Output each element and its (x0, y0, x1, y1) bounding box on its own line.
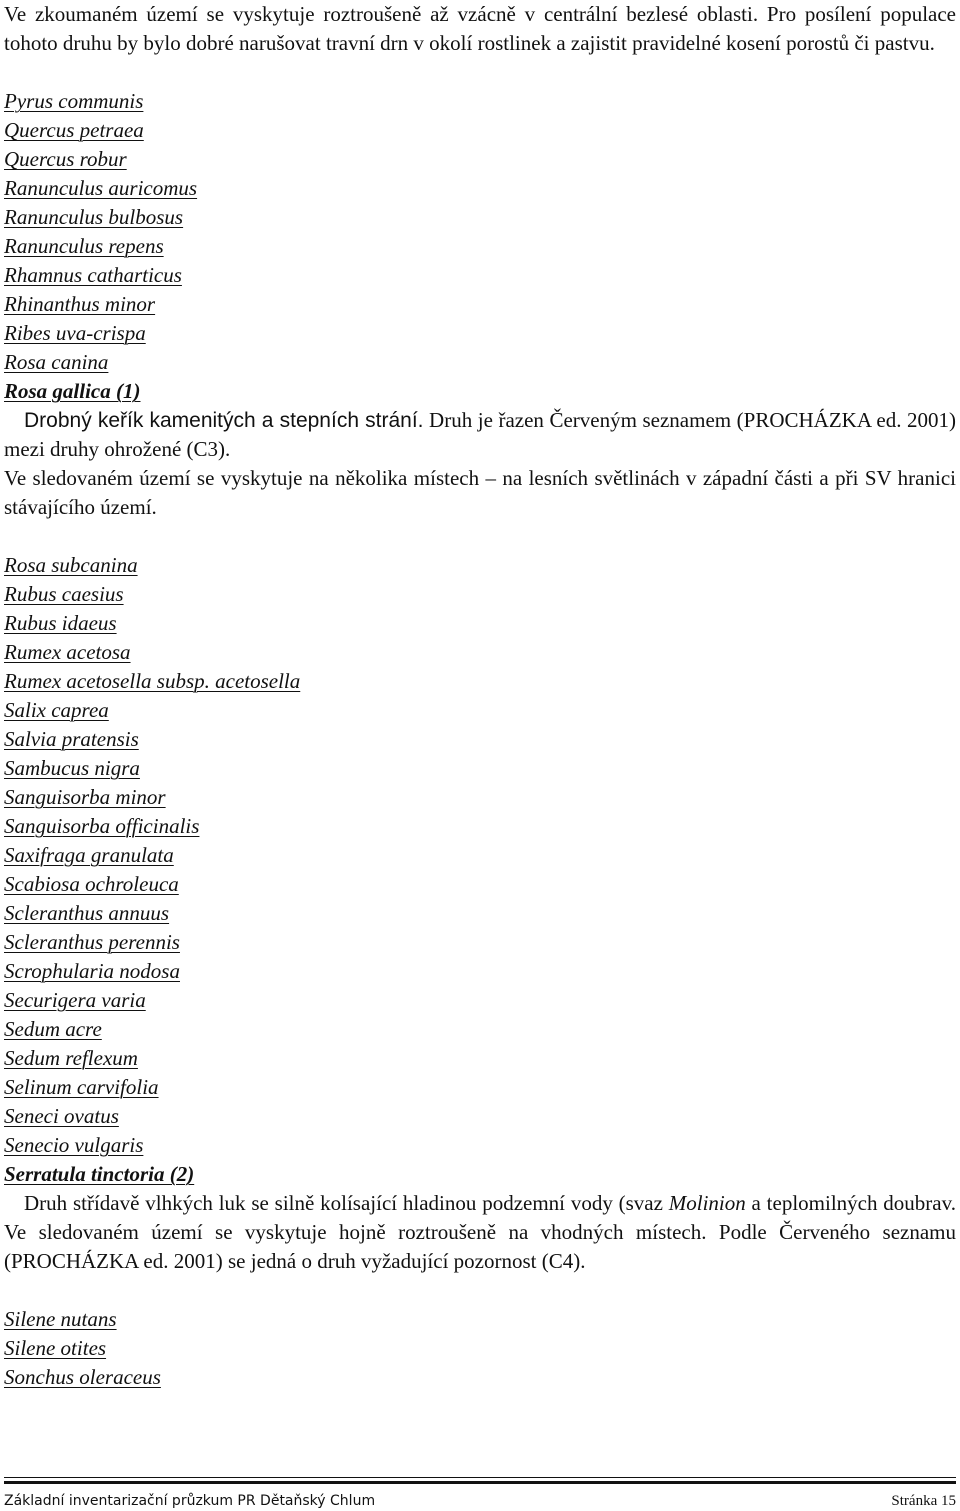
species-link[interactable]: Silene otites (4, 1336, 107, 1360)
species-link-highlighted[interactable]: Serratula tinctoria (2) (4, 1162, 195, 1186)
species-link[interactable]: Quercus petraea (4, 118, 144, 142)
rosa-gallica-desc-1: Drobný keřík kamenitých a stepních strání. (24, 409, 424, 432)
species-link[interactable]: Sedum acre (4, 1017, 102, 1041)
rosa-gallica-occurrence: Ve sledovaném území se vyskytuje na několika místech – na lesních světlinách v západní části a při SV hranici stávajícího území. (4, 466, 956, 519)
species-link[interactable]: Salvia pratensis (4, 727, 139, 751)
species-list-3 (4, 1305, 956, 1392)
species-link[interactable]: Saxifraga granulata (4, 843, 174, 867)
species-link[interactable]: Sambucus nigra (4, 756, 140, 780)
species-link[interactable]: Rosa subcanina (4, 553, 138, 577)
species-link-highlighted[interactable]: Rosa gallica (1) (4, 379, 141, 403)
rosa-gallica-description (4, 406, 956, 464)
species-link[interactable]: Ranunculus bulbosus (4, 205, 184, 229)
species-list-1 (4, 87, 956, 406)
serratula-description (4, 1189, 956, 1276)
footer-rule-thick (4, 1481, 956, 1484)
species-link[interactable]: Ranunculus auricomus (4, 176, 198, 200)
species-link[interactable]: Ranunculus repens (4, 234, 164, 258)
rosa-gallica-desc-2: Druh je řazen Červeným seznamem (PROCHÁZKA ed. 2001) mezi druhy ohrožené (C3). (4, 408, 956, 461)
species-list-2 (4, 551, 956, 1189)
species-link[interactable]: Scrophularia nodosa (4, 959, 180, 983)
spacer (4, 1276, 956, 1305)
species-link[interactable]: Rubus caesius (4, 582, 124, 606)
serratula-desc-italic: Molinion (668, 1191, 746, 1215)
species-link[interactable]: Sedum reflexum (4, 1046, 138, 1070)
species-link[interactable]: Quercus robur (4, 147, 127, 171)
species-link[interactable]: Rosa canina (4, 350, 109, 374)
species-link[interactable]: Sonchus oleraceus (4, 1365, 161, 1389)
species-link[interactable]: Ribes uva-crispa (4, 321, 146, 345)
serratula-desc-after: a teplomilných doubrav. Ve sledovaném území se vyskytuje hojně roztroušeně na vhodných místech. Podle Červeného seznamu (PROCHÁZKA ed. 2001) se jedná o druh vyžadující pozornost (C4). (4, 1191, 957, 1273)
species-link[interactable]: Scleranthus annuus (4, 901, 170, 925)
species-link[interactable]: Pyrus communis (4, 89, 144, 113)
species-link[interactable]: Rumex acetosa (4, 640, 131, 664)
species-link[interactable]: Rumex acetosella subsp. acetosella (4, 669, 301, 693)
species-link[interactable]: Rhamnus catharticus (4, 263, 182, 287)
species-link[interactable]: Silene nutans (4, 1307, 117, 1331)
species-link[interactable]: Scabiosa ochroleuca (4, 872, 179, 896)
footer-document-title: Základní inventarizační průzkum PR Dětaňský Chlum (4, 1493, 376, 1509)
spacer (4, 522, 956, 551)
document-page (4, 0, 956, 1392)
intro-paragraph: Ve zkoumaném území se vyskytuje roztroušeně až vzácně v centrální bezlesé oblasti. Pro posílení populace tohoto druhu by bylo dobré narušovat travní drn v okolí rostlinek a zajistit pravidelné kosení porostů či pastvu. (4, 2, 956, 55)
species-link[interactable]: Selinum carvifolia (4, 1075, 159, 1099)
species-link[interactable]: Sanguisorba minor (4, 785, 166, 809)
footer-rule-thin (4, 1477, 956, 1478)
species-link[interactable]: Scleranthus perennis (4, 930, 180, 954)
species-link[interactable]: Sanguisorba officinalis (4, 814, 200, 838)
page-footer (4, 1492, 956, 1510)
species-link[interactable]: Salix caprea (4, 698, 109, 722)
species-link[interactable]: Seneci ovatus (4, 1104, 119, 1128)
species-link[interactable]: Rubus idaeus (4, 611, 117, 635)
species-link[interactable]: Senecio vulgaris (4, 1133, 144, 1157)
serratula-desc-before: Druh střídavě vlhkých luk se silně kolísající hladinou podzemní vody (svaz (24, 1191, 669, 1215)
footer-page-number: Stránka 15 (891, 1493, 956, 1509)
species-link[interactable]: Securigera varia (4, 988, 146, 1012)
species-link[interactable]: Rhinanthus minor (4, 292, 156, 316)
spacer (4, 58, 956, 87)
